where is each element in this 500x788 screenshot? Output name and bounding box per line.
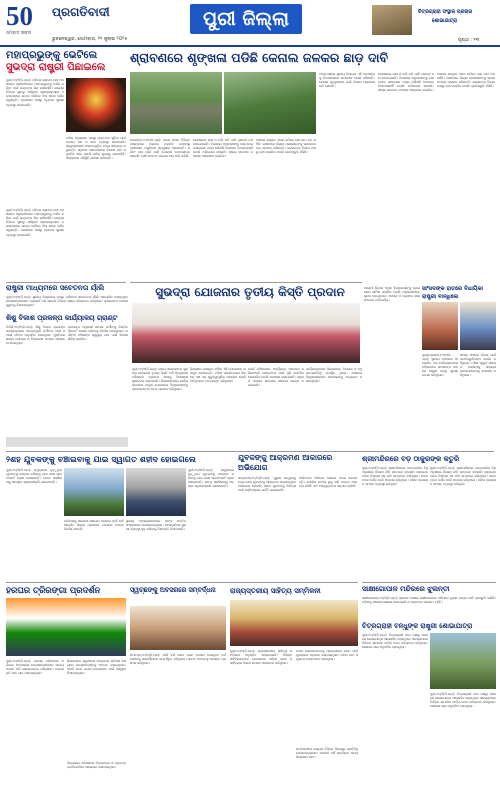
divider xyxy=(130,282,362,283)
lifeguard-photo-1 xyxy=(64,468,124,516)
article-body: ଅଞ୍ଚଳର ଶତାଧିକ ଏକର ଜମିରେ ଚାଷ କାମ ବନ୍ଦ ରହିଛି। ଚାଷୀମାନେ ଜିଲ୍ଲା ପ୍ରଶାସନଙ୍କୁ ସ୍ମାରକପତ୍ର ପ୍ରଦାନ କରିଛନ୍ତି। ଜଳସମ୍ପଦ ବିଭାଗ ପକ୍ଷରୁ ଯାଞ୍ଚ କରାଯିବ ବୋଲି ପ୍ରତିଶ୍ରୁତି ମିଳିଛି। xyxy=(256,138,316,155)
meeting-photo xyxy=(6,437,128,447)
article-body: ସାଂସଦ ଅଞ୍ଚଳର ବିକାଶ ପାଇଁ ପ୍ରତିଶ୍ରୁତିବଦ୍ଧ ବୋଲି କହିଥିଲେ। ମହିଳା ସ୍ୱୟଂ ସହାୟକ ଗୋଷ୍ଠୀକୁ ସହାୟତା ଯୋଗାଇଦେବାକୁ ଘୋଷଣା କରିଥିଲେ। xyxy=(460,353,496,378)
masthead-thumbnail xyxy=(372,5,412,35)
divider xyxy=(6,451,494,452)
masthead xyxy=(0,0,500,46)
article-headline: ଶ୍ରୀମନ୍ଦିରରେ ବଡ଼ ଠାକୁରଙ୍କ କତୁରି xyxy=(362,455,460,463)
tiranga-photo xyxy=(6,598,126,656)
article-body: କୃଷ୍ଣପ୍ରସାଦ,୨୦/୭(ନି.ପ୍ର): ସ୍ଥାନୀୟ ଅଞ୍ଚଳରେ ଆୟୋଜିତ ଏକ କାର୍ଯ୍ୟକ୍ରମରେ ମହିଳାମାନେ ସାଂସଦଙ୍କ ହାତରେ ରାଷ୍ଟ୍ରୀ ବାନ୍ଧି ସୁରକ୍ଷା କାମନା କରିଥିଲେ। xyxy=(422,353,458,378)
article-body: ମନ୍ଦିର ପ୍ରଶାସନ ପକ୍ଷରୁ ଭକ୍ତଙ୍କ ସୁବିଧା ପାଇଁ ପାନୀୟ ଜଳ ଓ ଛାଇ ବ୍ୟବସ୍ଥା କରାଯାଇଛି। ସ୍ୱେଚ୍ଛାସେବୀ ସଂଗଠନଗୁଡ଼ିକ ମଧ୍ୟ ସହଯୋଗ କରୁଛନ୍ତି। ଶ୍ରାବଣ ସୋମବାରରେ ବିଶେଷ ନୀତି ଅନୁଷ୍ଠିତ ହେବ ବୋଲି ମନ୍ଦିର ସୂତ୍ରରୁ ଜଣାପଡ଼ିଛି। ଜିଲ୍ଲାପାଳ ପରିସ୍ଥିତି ସମୀକ୍ଷା କରିଛନ୍ତି। xyxy=(66,136,126,161)
article-body: ଅନ୍ୟପକ୍ଷରେ ସ୍ଥାନୀୟ ବିଧାୟକ ଏହି ପ୍ରସଙ୍ଗକୁ ବିଧାନସଭାରେ ଉଠାଇବେ ବୋଲି କହିଛନ୍ତି। କେନାଲ ପୁନରୁଦ୍ଧାର ପାଇଁ ବିଶେଷ ପ୍ୟାକେଜ ଦାବି ହୋଇଛି। xyxy=(319,72,375,89)
article-body: ଶିକ୍ଷକମାନେ ସ୍ୱାଧୀନତା ସଂଗ୍ରାମର ଇତିହାସ ବିଷୟରେ ଛାତ୍ରଛାତ୍ରୀଙ୍କୁ ଅବଗତ କରାଇଥିଲେ। ପ୍ରତି ଘରେ ପତାକା ଉତ୍ତୋଳନ ପାଇଁ ଆହ୍ୱାନ ଦିଆଯାଇଥିଲା। xyxy=(67,659,126,676)
article-headline: ରାଷ୍ଟ୍ରୀ ମାଧ୍ୟମରେ ସଚେତନତା ର୍ୟାଲି xyxy=(6,284,105,292)
article-body: ପୁରୀ,୨୦/୭(ନି.ପ୍ର): ଚିତ୍ରଗ୍ରାହୀ ସଂଘ ପକ୍ଷରୁ ସହରରେ ଶୋଭାଯାତ୍ରା ଆୟୋଜିତ ହୋଇଥିଲା। ସଦସ୍ୟମାନେ ବିଭିନ୍ନ ସାମାଜିକ ବାର୍ତ୍ତା ନେଇ ପରିକ୍ରମା କରିଥିଲେ। ଶେଷରେ ସଭା ଅନୁଷ୍ଠିତ ହୋଇଥିଲା। xyxy=(430,692,496,709)
article-body: ପୁରୀ,୨୦/୭(ନି.ପ୍ର): ପବିତ୍ର ଶ୍ରାବଣ ମାସ ଅବସରରେ ଶ୍ରୀମନ୍ଦିରରେ ମହାପ୍ରଭୁଙ୍କୁ ଦର୍ଶନ କରିବା ପାଇଁ ଭକ୍ତଙ୍କ ଭିଡ଼ ଲାଗିରହିଛି। ରାଜ୍ୟର ବିଭିନ୍ନ ସ୍ଥାନରୁ ଆସିଥିବା ଶ୍ରଦ୍ଧାଳୁମାନେ ବଡ଼ଦାଣ୍ଡରେ ଲମ୍ବା ଧାଡ଼ିରେ ଠିଆ ହୋଇ ଦର୍ଶନ କରୁଛନ୍ତି। ପ୍ରଶାସନ ପକ୍ଷରୁ ବ୍ୟାପକ ସୁରକ୍ଷା ବ୍ୟବସ୍ଥା କରାଯାଇଛି। xyxy=(6,78,64,107)
article-body: ଅଞ୍ଚଳର ଶତାଧିକ ଏକର ଜମିରେ ଚାଷ କାମ ବନ୍ଦ ରହିଛି। ଚାଷୀମାନେ ଜିଲ୍ଲା ପ୍ରଶାସନଙ୍କୁ ସ୍ମାରକପତ୍ର ପ୍ରଦାନ କରିଛନ୍ତି। ଜଳସମ୍ପଦ ବିଭାଗ ପକ୍ଷରୁ ଯାଞ୍ଚ କରାଯିବ ବୋଲି ପ୍ରତିଶ୍ରୁତି ମିଳିଛି। xyxy=(437,72,495,89)
article-body: ପୁରୀ,୨୦/୭(ନି.ପ୍ର): ସ୍ଥାନୀୟ ବିଦ୍ୟାଳୟ ପକ୍ଷରୁ ପରିବେଶ ସଚେତନତା ର୍ୟାଲି ଆୟୋଜିତ ହୋଇଥିଲା। ଛାତ୍ରଛାତ୍ରୀମାନେ ପ୍ଲାକାର୍ଡ ଧରି ସହରର ବିଭିନ୍ନ ରାସ୍ତା ପରିକ୍ରମା କରିଥିଲେ। ବୃକ୍ଷରୋପଣ ଉପରେ ଗୁରୁତ୍ୱ ଦିଆଯାଇଥିଲା। xyxy=(6,295,128,308)
article-headline: ସୁଭଦ୍ରା ଯୋଜନାର ତୃତୀୟ କିସ୍ତି ପ୍ରଦାନ xyxy=(155,285,345,299)
article-body: ବିଦ୍ୟାଳୟ ପରିସରରେ ଚିତ୍ରାଙ୍କନ ଓ ପ୍ରବନ୍ଧ ପ୍ରତିଯୋଗିତା ଆୟୋଜନ କରାଯାଇଥିଲା। xyxy=(67,761,126,770)
lifeguard-photo-2 xyxy=(126,468,186,516)
procession-photo xyxy=(430,633,496,689)
article-body: ପୁରୀ,୨୦/୭(ନି.ପ୍ର): ରାଜ୍ୟସ୍ତରୀୟ ସାହିତ୍ୟ ସମ୍ମିଳନୀ ଅନୁଷ୍ଠିତ ହୋଇଯାଇଛି। ବିଶିଷ୍ଟ ସାହିତ୍ୟିକମାନେ ଯୋଗଦେଇ ଓଡ଼ିଆ ଭାଷା ଓ ସାହିତ୍ୟର ବିକାଶ ଉପରେ ଆଲୋଚନା କରିଥିଲେ। xyxy=(230,649,292,666)
article-body: ପୁରୀ,୨୦/୭(ନି.ପ୍ର): ସମୁଦ୍ରରେ ବୁଡ଼ୁଥିବା ଯୁବକଙ୍କୁ ଉଦ୍ଧାର କରିବାକୁ ଯାଇ ଜଣେ ଲାଇଫଗାର୍ଡ ପ୍ରାଣ ହରାଇଛନ୍ତି। ତାଙ୍କ ସାହସିକତାକୁ ସମସ୍ତେ ଶ୍ରଦ୍ଧାଞ୍ଜଳି ଜଣାଇଛନ୍ତି। xyxy=(188,468,234,489)
conference-photo xyxy=(230,600,358,646)
article-headline: ଚିତ୍ରଗ୍ରାହୀ ବନ୍ଧୁଙ୍କ ରାଷ୍ଟ୍ରୀ ଶୋଭାଯାତ୍ରା xyxy=(362,622,473,630)
felicitation-photo xyxy=(130,606,226,650)
article-headline: ସାଂସଦଙ୍କ ହାତରେ ବିଧାୟିକା ରାଷ୍ଟ୍ରୀ ବାନ୍ଧିଲେ xyxy=(422,286,483,300)
article-body: କାର୍ଯ୍ୟକ୍ରମରେ ଜିଲ୍ଲାପାଳ, ବିଧାୟକ ଓ ବହୁ ଜନପ୍ରତିନିଧି ଉପସ୍ଥିତ ଥିଲେ। ଶେଷରେ ହିତାଧିକାରୀମାନେ ସରକାରଙ୍କୁ ଧନ୍ୟବାଦ ଜଣାଇଥିଲେ। xyxy=(306,367,362,384)
scheme-event-photo xyxy=(132,303,360,363)
article-body: ନବୀନ ଲେଖକମାନଙ୍କୁ ପ୍ରୋତ୍ସାହନ ଦେବା ପାଇଁ ପୁରସ୍କାର ପ୍ରଦାନ କରାଯାଇଥିଲା। କବିତା ପାଠ ଓ ପୁସ୍ତକ ଉନ୍ମୋଚନ ହୋଇଥିଲା। xyxy=(296,649,358,662)
edition-line: ଭୁବନେଶ୍ୱର, ସୋମବାର, ୨୧ ଜୁଲାଇ ୨୦୨୫ xyxy=(52,37,128,42)
article-body: ପିପିଲି,୨୦/୭(ନି.ପ୍ର): ଶିଶୁ ବିକାଶ ପ୍ରକଳ୍ପ କାର୍ଯ୍ୟାଳୟରେ ଅଙ୍ଗନୱାଡ଼ି କର୍ମୀଙ୍କ ପାଇଁ ସମୀକ୍ଷା ବୈଠକ ଅନୁଷ୍ଠିତ ହୋଇଥିଲା। ପୁଷ୍ଟିକର ଖାଦ୍ୟ ଯୋଗାଣ ଓ ଟିକାକରଣ ଉପରେ ଆଲୋଚନା ହୋଇଥିଲା। xyxy=(6,325,65,346)
article-headline: ହରଘର ତ୍ରିରଙ୍ଗା ପ୍ରଦର୍ଶନ xyxy=(6,585,101,595)
article-headline: ରାଜ୍ୟସ୍ତରୀୟ ସାହିତ୍ୟ ସମ୍ମିଳନୀ xyxy=(230,587,321,595)
article-headline: ଶ୍ରାବଣରେ ଶୃଙ୍ଖଳା ପଡିଛି କେନାଲ ଜଳକର ଛାଡ଼ ଦାବି xyxy=(130,50,389,65)
article-body: ସତ୍ୟବାଦୀ,୨୦/୭(ନି.ପ୍ର): ପୁରୁଣା ଶତ୍ରୁତାକୁ ନେଇ ଜଣେ ଯୁବକଙ୍କୁ ଆକ୍ରମଣ କରାଯାଇଥିବା ଅଭିଯୋଗ ହୋଇଛି। ଆହତ ଯୁବକଙ୍କୁ ଚିକିତ୍ସା ପାଇଁ ହସ୍ପିଟାଲରେ ଭର୍ତ୍ତି କରାଯାଇଛି। xyxy=(238,476,296,493)
article-body: ଯେଉଁ ମହିଳାମାନେ ଏପର୍ଯ୍ୟନ୍ତ ଆବେଦନ କରିନାହାନ୍ତି ସେମାନଙ୍କ ପାଇଁ ପୁଣି ପୋର୍ଟାଲ ଖୋଲାଯିବ ବୋଲି ଘୋଷଣା କରାଯାଇଛି। ବ୍ଲକ ଓ ପଞ୍ଚାୟତ ସ୍ତରରେ ସହାୟତା କେନ୍ଦ୍ର କରାଯାଇଛି। xyxy=(248,367,304,388)
deity-photo xyxy=(66,78,126,132)
canal-photo-2 xyxy=(224,72,316,134)
article-body: କେନାଲରେ ଘାସ ଓ ଝାଡ଼ି ଜମି ପାଣି ପ୍ରବାହ ବନ୍ଦ ହୋଇଯାଇଛି। ବିଭାଗୀୟ ଅଧିକାରୀଙ୍କୁ ବାରମ୍ବାର ଜଣାଇଲେ ମଧ୍ୟ କୌଣସି ପଦକ୍ଷେପ ନିଆଯାଇନାହିଁ ବୋଲି ଅଭିଯୋଗ ହୋଇଛି। ଶୀଘ୍ର ସମାଧାନ ନହେଲେ ଆନ୍ଦୋଳନ କରାଯିବ। xyxy=(193,138,253,159)
article-body: ପୁରୀ,୨୦/୭(ନି.ପ୍ର): ଶ୍ରୀମନ୍ଦିରରେ ପାରମ୍ପରିକ ବିଧି ଅନୁସାରେ ବିଶେଷ ନୀତି ସମ୍ପନ୍ନ ହୋଇଛି। ସେବାୟତମାନେ ନିଷ୍ଠାର ସହ ନୀତି ସମ୍ପାଦନ କରିଥିଲେ। ଭକ୍ତମାନେ ଦର୍ଶନ ପାଇଁ ଅପେକ୍ଷା କରିଥିଲେ। ମନ୍ଦିର ପ୍ରଶାସନ ସମସ୍ତ ବ୍ୟବସ୍ଥା କରିଥିଲା। xyxy=(430,466,496,487)
article-body: ପୁରୀ,୨୦/୭(ନି.ପ୍ର): ହରଘର ତ୍ରିରଙ୍ଗା ଅଭିଯାନ ଅବସରରେ ଛାତ୍ରଛାତ୍ରୀମାନେ ଜାତୀୟ ପତାକା ଧରି ଶୋଭାଯାତ୍ରା କରିଥିଲେ। ଦେଶଭକ୍ତି ଗୀତ ଗାନ କରାଯାଇଥିଲା। xyxy=(6,659,64,676)
mp-rakhi-photo-1 xyxy=(422,302,458,350)
article-headline: ୨ଶହ ଯୁବକଙ୍କୁ ବଞ୍ଚାଇବାକୁ ଯାଇ ସ୍ୱାଗତ ଶହୀଦ ହୋଇଗଲେ xyxy=(6,454,196,464)
anniversary-logo xyxy=(6,2,48,38)
article-body: ସାକ୍ଷୀଗୋପାଳ,୨୦/୭(ନି.ପ୍ର): ଶ୍ରାବଣ ମାସରେ ସାକ୍ଷୀଗୋପାଳ ମନ୍ଦିରରେ ଝୁଲଣ ଯାତ୍ରା ପାଇଁ ପ୍ରସ୍ତୁତି ଚାଲିଛି। ମନ୍ଦିରକୁ ଆଲୋକମାଳାରେ ସଜାଯାଇଛି ଓ ଭକ୍ତଙ୍କ ସମାଗମ ବଢ଼ିଛି। xyxy=(362,596,496,605)
logo-subtitle: ସମ୍ବାଦ ଜୀବନ xyxy=(6,31,32,36)
divider xyxy=(6,282,126,283)
divider xyxy=(6,582,358,583)
masthead-caption-1: ଚିତ୍ରଗ୍ରାହୀ ସଂସ୍ଥାର ପ୍ରଚାର xyxy=(418,9,473,15)
article-body: ଜିଲ୍ଲାରେ ଲକ୍ଷାଧିକ ମହିଳା ଏହି ଯୋଜନାରେ ଉପକୃତ ହୋଇଛନ୍ତି। ମହିଳା ସଶକ୍ତିକରଣ ଦିଗରେ ଏହା ଏକ ଗୁରୁତ୍ୱପୂର୍ଣ୍ଣ ପଦକ୍ଷେପ ବୋଲି ଅତିଥିମାନେ ମତବ୍ୟକ୍ତ କରିଥିଲେ। xyxy=(190,367,246,384)
article-body: ପ୍ରକଳ୍ପ ଅଧିକାରୀ ସମସ୍ତ କର୍ମୀଙ୍କୁ ନିୟମିତ ରିପୋର୍ଟ ଦାଖଲ କରିବାକୁ ନିର୍ଦ୍ଦେଶ ଦେଇଥିଲେ। ଗର୍ଭବତୀ ମହିଳାଙ୍କ ସ୍ୱାସ୍ଥ୍ୟ ଯାଞ୍ଚ ପାଇଁ ବିଶେଷ ଶିବିର କରାଯିବ। xyxy=(68,325,128,342)
article-headline: ସାକ୍ଷୀଗୋପାଳ ମନ୍ଦିରରେ ଝୁଲନ୍ତୀ xyxy=(362,585,450,593)
article-body: ସ୍ଥାନୀୟ ମତ୍ସ୍ୟଜୀବୀମାନେ ତାଙ୍କ ଅନ୍ତିମ ସଂସ୍କାରରେ ଯୋଗଦେଇଥିଲେ। ବେଳାଭୂମିରେ ସୁରକ୍ଷା ବ୍ୟବସ୍ଥା ଦୃଢ଼ କରିବାକୁ ନିଷ୍ପତ୍ତି ନିଆଯାଇଛି। xyxy=(126,519,186,532)
article-body: ଡେଲାଙ୍ଗ,୨୦/୭(ନି.ପ୍ର): ବ୍ଲକ ଅଧୀନ ବିଭିନ୍ନ ପଞ୍ଚାୟତରେ କେନାଲ ମରାମତି ନହେବାରୁ ଚାଷୀମାନେ ଅସୁବିଧାର ସମ୍ମୁଖୀନ ହେଉଛନ୍ତି। ଖରିଫ ଚାଷ ପାଇଁ ପାଣି ଯୋଗାଣ ବାଧାପ୍ରାପ୍ତ ହୋଇଛି। ଚାଷୀ ସଂଗଠନ ଜଳକର ଛାଡ଼ ଦାବି କରିଛି। xyxy=(130,138,190,159)
logo-number: 50 xyxy=(6,1,33,31)
article-body: ପୁରୀ,୨୦/୭(ନି.ପ୍ର): ଚିତ୍ରଗ୍ରାହୀ ସଂଘ ପକ୍ଷରୁ ସହରରେ ଶୋଭାଯାତ୍ରା ଆୟୋଜିତ ହୋଇଥିଲା। ସଦସ୍ୟମାନେ ବିଭିନ୍ନ ସାମାଜିକ ବାର୍ତ୍ତା ନେଇ ପରିକ୍ରମା କରିଥିଲେ। ଶେଷରେ ସଭା ଅନୁଷ୍ଠିତ ହୋଇଥିଲା। xyxy=(362,633,428,650)
article-kicker: ମହାପ୍ରଭୁଙ୍କୁ ଭେଟିଲେ xyxy=(6,50,98,61)
masthead-caption-2: ଶୋଭାଯାତ୍ରା xyxy=(432,18,458,24)
article-headline: ଯୁବକଙ୍କୁ ଆକ୍ରମଣ ଆକାରରେ ଅଭିଯୋଗ xyxy=(238,453,333,472)
page-title: ପୁରୀ ଜିଲ୍ଲା xyxy=(203,8,289,30)
article-body: ସମ୍ମିଳନୀରେ ରାଜ୍ୟର ବିଭିନ୍ନ ଜିଲ୍ଲାରୁ ପ୍ରତିନିଧି ଯୋଗଦେଇଥିଲେ। ଆଗାମୀ ବର୍ଷ ସମ୍ମିଳନୀ ଅନ୍ୟ ଜିଲ୍ଲାରେ ହେବ। xyxy=(296,747,358,760)
page-number: ପୃଷ୍ଠା : ୧୩ xyxy=(458,38,480,43)
article-body: ଆଗାମୀ ଦିନରେ ଅଧିକ ହିତାଧିକାରୀଙ୍କୁ ଯୋଜନାରେ ସାମିଲ କରାଯିବ ବୋଲି ଅଧିକାରୀମାନେ ସୂଚନା ଦେଇଥିଲେ। ଆଧାର ଓ ବ୍ୟାଙ୍କ ଖାତା ସଂଯୋଗ ଅନିବାର୍ଯ୍ୟ। xyxy=(364,286,420,303)
mp-rakhi-photo-2 xyxy=(460,302,496,350)
article-body: ପରିବାରକୁ ସରକାରୀ ସହାୟତା ପ୍ରଦାନ ପାଇଁ ଦାବି ହୋଇଛି। ଜିଲ୍ଲା ପ୍ରଶାସନ ଘଟଣାର ତଦନ୍ତ ନିର୍ଦ୍ଦେଶ ଦେଇଛି। xyxy=(64,519,124,532)
divider xyxy=(362,582,496,583)
article-body: ପୁରୀ,୨୦/୭(ନି.ପ୍ର): ପବିତ୍ର ଶ୍ରାବଣ ମାସ ଅବସରରେ ଶ୍ରୀମନ୍ଦିରରେ ମହାପ୍ରଭୁଙ୍କୁ ଦର୍ଶନ କରିବା ପାଇଁ ଭକ୍ତଙ୍କ ଭିଡ଼ ଲାଗିରହିଛି। ରାଜ୍ୟର ବିଭିନ୍ନ ସ୍ଥାନରୁ ଆସିଥିବା ଶ୍ରଦ୍ଧାଳୁମାନେ ବଡ଼ଦାଣ୍ଡରେ ଲମ୍ବା ଧାଡ଼ିରେ ଠିଆ ହୋଇ ଦର୍ଶନ କରୁଛନ୍ତି। ପ୍ରଶାସନ ପକ୍ଷରୁ ବ୍ୟାପକ ସୁରକ୍ଷା ବ୍ୟବସ୍ଥା କରାଯାଇଛି। xyxy=(6,208,64,237)
article-body: କେନାଲରେ ଘାସ ଓ ଝାଡ଼ି ଜମି ପାଣି ପ୍ରବାହ ବନ୍ଦ ହୋଇଯାଇଛି। ବିଭାଗୀୟ ଅଧିକାରୀଙ୍କୁ ବାରମ୍ବାର ଜଣାଇଲେ ମଧ୍ୟ କୌଣସି ପଦକ୍ଷେପ ନିଆଯାଇନାହିଁ ବୋଲି ଅଭିଯୋଗ ହୋଇଛି। ଶୀଘ୍ର ସମାଧାନ ନହେଲେ ଆନ୍ଦୋଳନ କରାଯିବ। xyxy=(378,72,434,93)
masthead-rule xyxy=(0,45,500,47)
canal-photo xyxy=(130,72,222,134)
article-body: ପୁରୀ,୨୦/୭(ନି.ପ୍ର): ରାଜ୍ୟ ସରକାରଙ୍କ ସୁଭଦ୍ରା ଯୋଜନାର ତୃତୀୟ କିସ୍ତି ଅର୍ଥ ହିତାଧିକାରୀ ମହିଳାଙ୍କ ବ୍ୟାଙ୍କ ଖାତାକୁ ସିଧାସଳଖ ସ୍ଥାନାନ୍ତର କରାଯାଇଛି। ଜିଲ୍ଲାସ୍ତରୀୟ କାର୍ଯ୍ୟକ୍ରମରେ ମନ୍ତ୍ରୀ ଯୋଗଦେଇ ହିତାଧିକାରୀଙ୍କୁ ପ୍ରତୀକାତ୍ମକ ଚେକ ପ୍ରଦାନ କରିଥିଲେ। xyxy=(132,367,188,392)
article-headline: ଶିଶୁ ବିକାଶ ପ୍ରକଳ୍ପ କାର୍ଯ୍ୟାଳୟ ଗ୍ରାଣ୍ଟ xyxy=(6,314,118,322)
paper-name: ପ୍ରଗତିବାଦୀ xyxy=(52,5,110,19)
article-body: ପୁରୀ,୨୦/୭(ନି.ପ୍ର): ସମୁଦ୍ରରେ ବୁଡ଼ୁଥିବା ଯୁବକଙ୍କୁ ଉଦ୍ଧାର କରିବାକୁ ଯାଇ ଜଣେ ଲାଇଫଗାର୍ଡ ପ୍ରାଣ ହରାଇଛନ୍ତି। ତାଙ୍କ ସାହସିକତାକୁ ସମସ୍ତେ ଶ୍ରଦ୍ଧାଞ୍ଜଳି ଜଣାଇଛନ୍ତି। xyxy=(6,468,62,485)
article-body: ପୁରୀ,୨୦/୭(ନି.ପ୍ର): ଶ୍ରୀମନ୍ଦିରରେ ପାରମ୍ପରିକ ବିଧି ଅନୁସାରେ ବିଶେଷ ନୀତି ସମ୍ପନ୍ନ ହୋଇଛି। ସେବାୟତମାନେ ନିଷ୍ଠାର ସହ ନୀତି ସମ୍ପାଦନ କରିଥିଲେ। ଭକ୍ତମାନେ ଦର୍ଶନ ପାଇଁ ଅପେକ୍ଷା କରିଥିଲେ। ମନ୍ଦିର ପ୍ରଶାସନ ସମସ୍ତ ବ୍ୟବସ୍ଥା କରିଥିଲା। xyxy=(362,466,428,487)
article-body: ନିମାପଡ଼ା,୨୦/୭(ନି.ପ୍ର): ଦୀର୍ଘ ବର୍ଷ ସେବା ପରେ ଅବସର ନେଉଥିବା କର୍ମଚାରୀଙ୍କୁ ସହକର୍ମୀମାନେ ସମ୍ବର୍ଦ୍ଧିତ କରିଥିଲେ। ତାଙ୍କ ଅବଦାନକୁ ସମସ୍ତେ ପ୍ରଶଂସା କରିଥିଲେ। xyxy=(130,653,226,666)
article-body: ପୀଡ଼ିତଙ୍କ ପରିବାର ଥାନାରେ ଏତଲା ଦେଇଛନ୍ତି। ପୋଲିସ ମାମଲା ରୁଜୁ କରି ତଦନ୍ତ ଆରମ୍ଭ କରିଛି ଏବଂ ଅଭିଯୁକ୍ତଙ୍କ ସନ୍ଧାନ ଚାଲିଛି। xyxy=(299,476,357,489)
page-title-box xyxy=(190,4,302,34)
article-headline: ସୁଭଦ୍ରା ରାଷ୍ଟ୍ରୀ ପିଛାଇଲେ xyxy=(6,62,106,73)
article-headline: ସ୍ୱଚ୍ଛଙ୍କୁ ଅବସରରେ ସମ୍ବର୍ଦ୍ଧନା xyxy=(130,586,216,594)
